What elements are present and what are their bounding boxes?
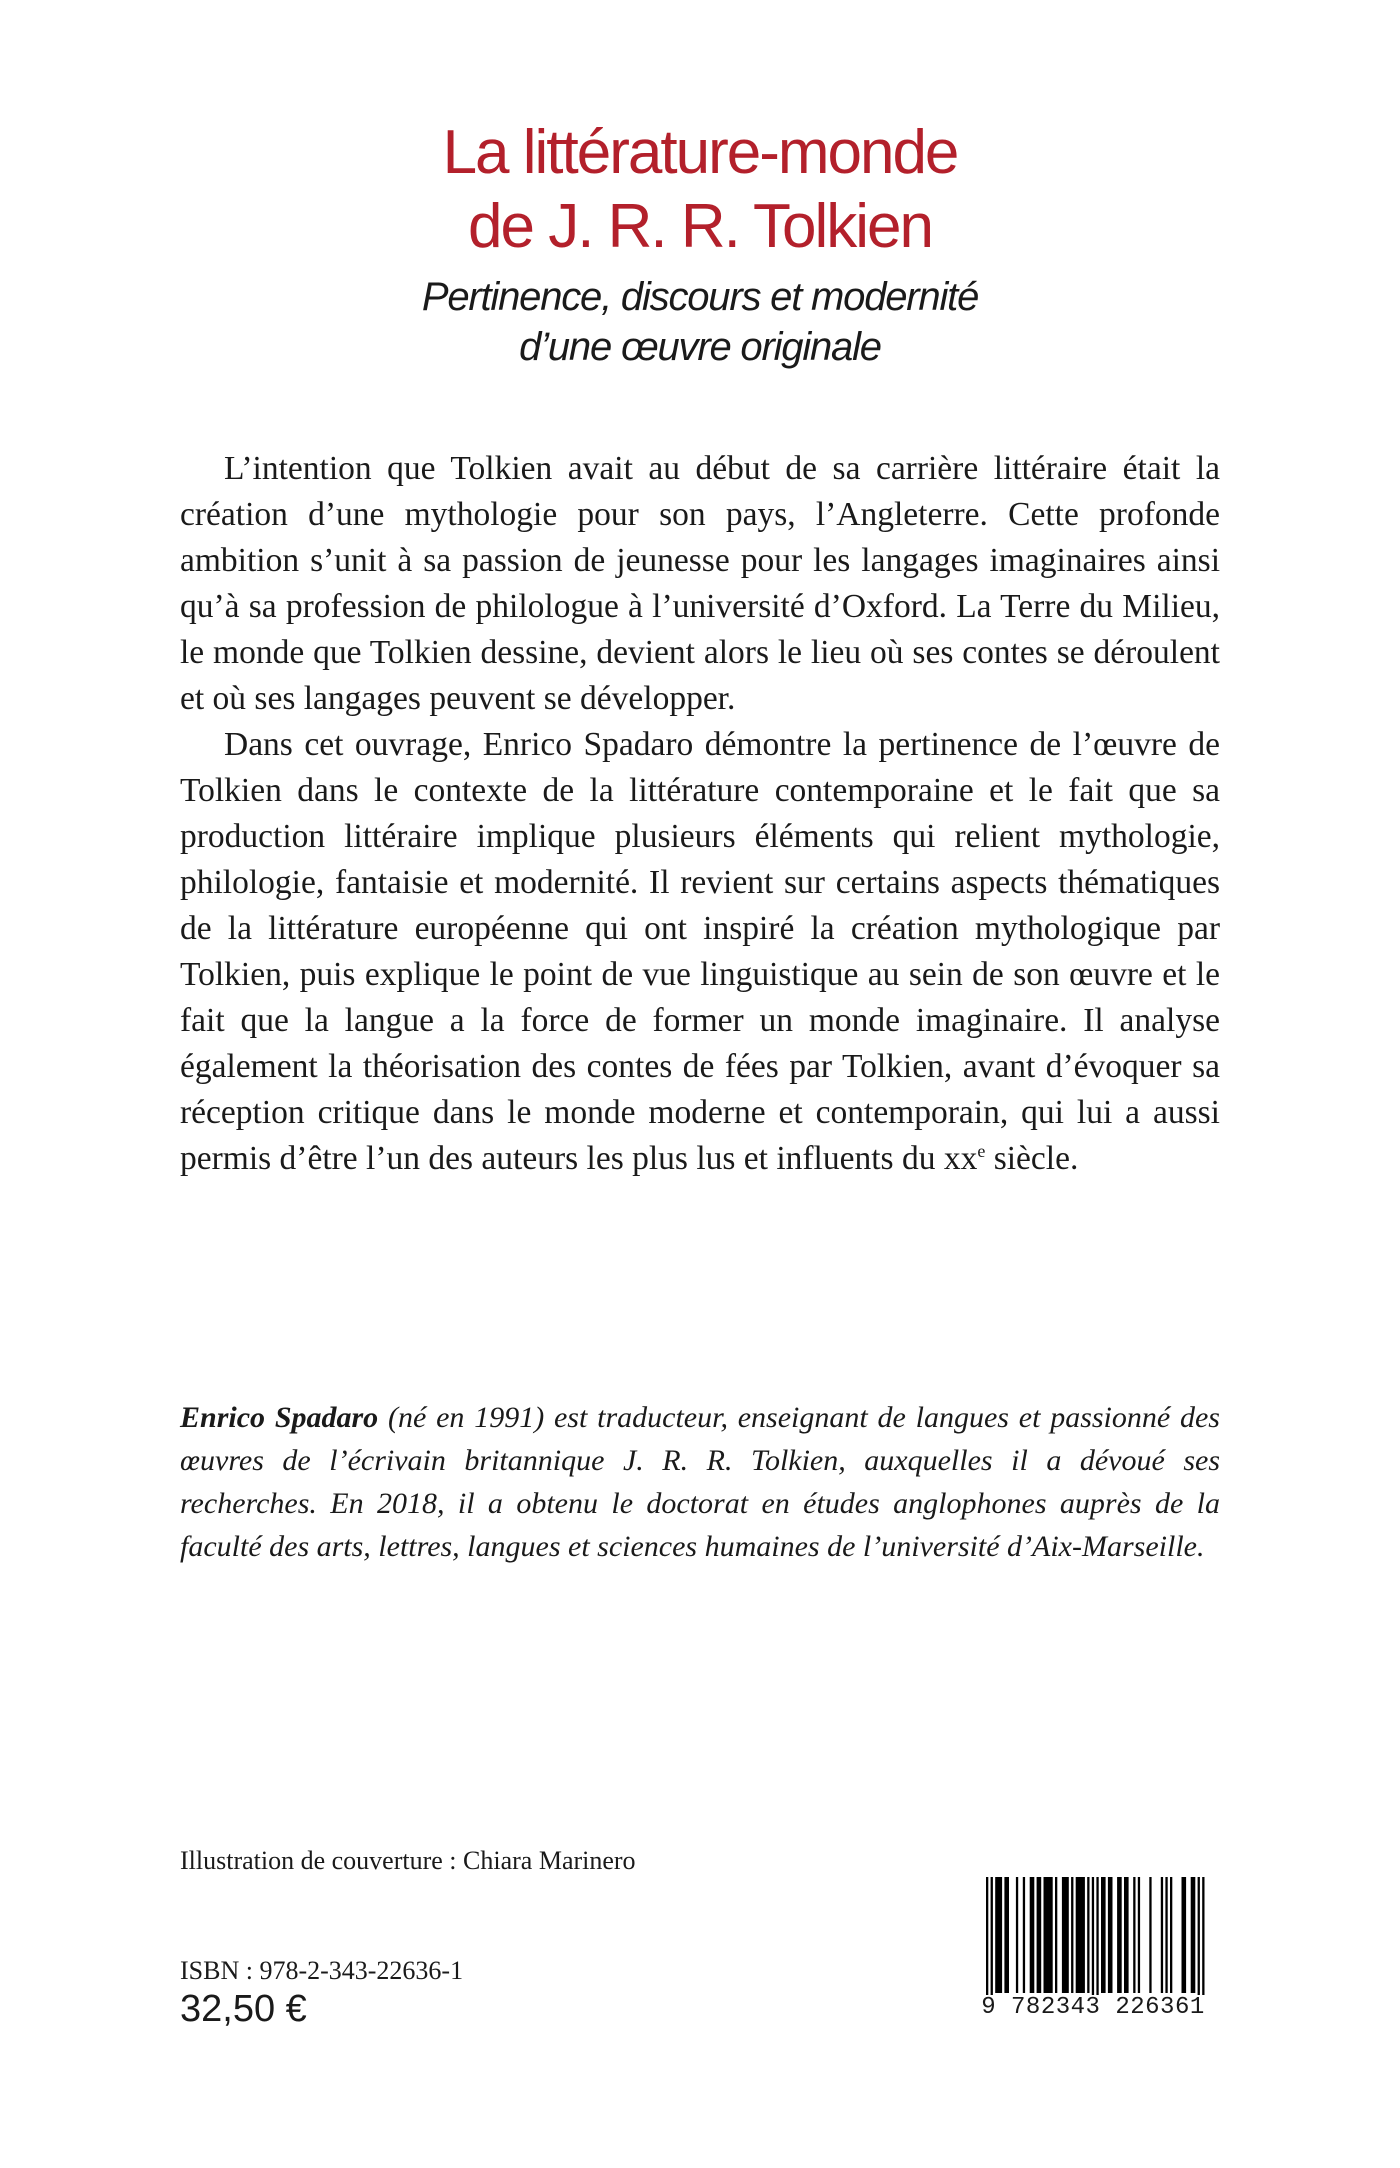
barcode-bar	[1124, 1877, 1129, 1993]
isbn-barcode	[968, 1877, 1218, 2021]
barcode-bar	[1004, 1877, 1009, 1993]
barcode-bars	[968, 1877, 1218, 2007]
barcode-digits: 9 782343 226361	[968, 1995, 1218, 2021]
barcode-bar	[986, 1877, 988, 2005]
barcode-bar	[1182, 1877, 1187, 1993]
author-name: Enrico Spadaro	[180, 1401, 379, 1434]
barcode-bar	[1202, 1877, 1204, 2005]
illustration-credit: Illustration de couverture : Chiara Marinero	[180, 1846, 636, 1875]
book-title-line-1: La littérature-monde	[442, 118, 958, 187]
barcode-bar	[1087, 1877, 1089, 1993]
barcode-bar	[995, 1877, 1002, 1993]
summary-paragraph-2-end: siècle.	[985, 1140, 1079, 1177]
barcode-bar	[1170, 1877, 1172, 1993]
barcode-bar	[1101, 1877, 1106, 1993]
barcode-bar	[1037, 1877, 1042, 1993]
summary-paragraph-2	[180, 722, 1220, 1182]
barcode-bar	[1165, 1877, 1167, 1993]
barcode-bar	[1161, 1877, 1163, 1993]
book-subtitle-line-1: Pertinence, discours et modernité	[421, 275, 979, 319]
book-title-line-2: de J. R. R. Tolkien	[468, 192, 932, 261]
barcode-bar	[1138, 1877, 1140, 1993]
barcode-bar	[1191, 1877, 1196, 1993]
barcode-bar	[1096, 1877, 1098, 2005]
book-subtitle-line-2: d’une œuvre originale	[519, 325, 881, 369]
barcode-bar	[1044, 1877, 1053, 1993]
barcode-bar	[1149, 1877, 1151, 1993]
isbn: ISBN : 978-2-343-22636-1	[180, 1956, 464, 1985]
barcode-bar	[1023, 1877, 1025, 1993]
barcode-bar	[1076, 1877, 1085, 1993]
barcode-bar	[1055, 1877, 1057, 1993]
summary-paragraph-1: L’intention que Tolkien avait au début de sa carrière littéraire était la création d’une mythologie pour son pays, l’Angleterre. Cette profonde ambition s’unit à sa passion de jeunesse pour les langages imaginaires ainsi qu’à sa profession de philologue à l’université d’Oxford. La Terre du Milieu, le monde que Tolkien dessine, devient alors le lieu où ses contes se déroulent et où ses langages peuvent se développer.	[180, 450, 1220, 717]
summary	[180, 446, 1220, 1182]
author-bio-text: (né en 1991) est traducteur, enseignant de langues et passionné des œuvres de l’écrivain britannique J. R. R. Tolkien, auxquelles il a dévoué ses recherches. En 2018, il a obtenu le doctorat en études anglophones auprès de la faculté des arts, lettres, langues et sciences humaines de l’université d’Aix-Marseille.	[180, 1401, 1220, 1563]
barcode-bar	[1071, 1877, 1073, 1993]
barcode-bar	[1016, 1877, 1018, 1993]
barcode-bar	[1092, 1877, 1094, 2005]
century-numeral: xx	[943, 1140, 978, 1177]
barcode-bar	[1030, 1877, 1035, 1993]
barcode-bar	[1108, 1877, 1113, 1993]
summary-paragraph-2-text: Dans cet ouvrage, Enrico Spadaro démontre la pertinence de l’œuvre de Tolkien dans le contexte de la littérature contemporaine et le fait que sa production littéraire implique plusieurs éléments qui relient mythologie, philologie, fantaisie et modernité. Il revient sur certains aspects thématiques de la littérature européenne qui ont inspiré la création mythologique par Tolkien, puis explique le point de vue linguistique au sein de son œuvre et le fait que la langue a la force de former un monde imaginaire. Il analyse également la théorisation des contes de fées par Tolkien, avant d’évoquer sa réception critique dans le monde moderne et contemporain, qui lui a aussi permis d’être l’un des auteurs les plus lus et influents du	[180, 726, 1220, 1177]
barcode-bar	[991, 1877, 993, 2005]
barcode-bar	[1198, 1877, 1200, 2005]
barcode-bar	[1117, 1877, 1122, 1993]
barcode-bar	[1133, 1877, 1135, 1993]
author-bio	[180, 1396, 1220, 1568]
century-superscript: e	[977, 1141, 986, 1161]
barcode-bar	[1062, 1877, 1069, 1993]
price: 32,50 €	[180, 1988, 307, 2030]
